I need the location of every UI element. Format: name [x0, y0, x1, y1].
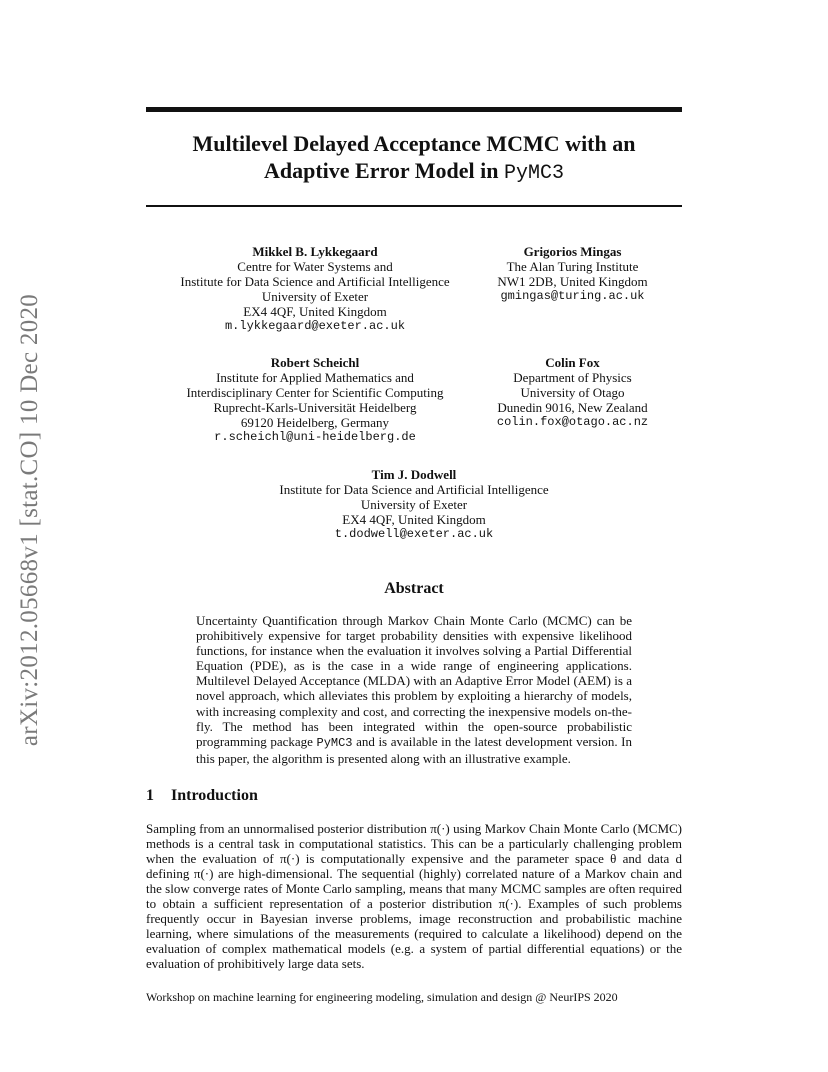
author-name: Colin Fox: [545, 355, 600, 370]
paper-title: [146, 130, 682, 187]
author-affiliation: Institute for Applied Mathematics and: [216, 370, 414, 385]
author-affiliation: Interdisciplinary Center for Scientific Computing: [186, 385, 444, 400]
author-affiliation: The Alan Turing Institute: [506, 259, 639, 274]
title-rule-bottom: [146, 205, 682, 207]
arxiv-identifier: arXiv:2012.05668v1 [stat.CO] 10 Dec 2020: [16, 293, 43, 747]
author-email: colin.fox@otago.ac.nz: [496, 415, 649, 429]
author-name: Tim J. Dodwell: [371, 467, 457, 482]
title-line-2-text: Adaptive Error Model in: [264, 158, 504, 183]
author-name: Mikkel B. Lykkegaard: [252, 244, 378, 259]
author-email: t.dodwell@exeter.ac.uk: [334, 527, 494, 541]
author-block-2: [480, 244, 665, 304]
author-affiliation: Centre for Water Systems and: [237, 259, 393, 274]
section-number: 1: [146, 787, 154, 804]
footer-note: Workshop on machine learning for engineering modeling, simulation and design @ NeurIPS 2020: [146, 990, 618, 1004]
title-code: PyMC3: [503, 162, 564, 185]
author-email: gmingas@turing.ac.uk: [500, 289, 645, 303]
section-heading: [146, 787, 258, 805]
title-rule-top: [146, 107, 682, 112]
author-email: m.lykkegaard@exeter.ac.uk: [224, 319, 406, 333]
title-line-2: [146, 157, 682, 187]
author-affiliation: Dunedin 9016, New Zealand: [497, 400, 648, 415]
author-affiliation: Institute for Data Science and Artificial Intelligence: [279, 482, 549, 497]
section-title: Introduction: [171, 787, 258, 804]
author-affiliation: 69120 Heidelberg, Germany: [240, 415, 390, 430]
author-name: Grigorios Mingas: [523, 244, 622, 259]
author-affiliation: Department of Physics: [513, 370, 632, 385]
author-block-1: [160, 244, 470, 334]
arxiv-sidebar: [10, 285, 50, 755]
author-email: r.scheichl@uni-heidelberg.de: [214, 430, 416, 444]
abstract-body: [196, 613, 632, 766]
abstract-code: PyMC3: [316, 735, 353, 750]
author-block-5: [214, 467, 614, 542]
author-name: Robert Scheichl: [270, 355, 360, 370]
title-line-1: Multilevel Delayed Acceptance MCMC with an: [192, 131, 636, 156]
abstract-text: Uncertainty Quantification through Markov Chain Monte Carlo (MCMC) can be prohibitively expensive for target probability densities with expensive likelihood functions, for instance when the evaluation it involves solving a Partial Differential Equation (PDE), as is the case in a wide range of engineering applications. Multilevel Delayed Acceptance (MLDA) with an Adaptive Error Model (AEM) is a novel approach, which alleviates this problem by exploiting a hierarchy of models, with increasing complexity and cost, and correcting the inexpensive models on-the-fly. The method has been integrated within the open-source probabilistic programming package: [196, 613, 632, 749]
author-affiliation: NW1 2DB, United Kingdom: [497, 274, 648, 289]
author-affiliation: EX4 4QF, United Kingdom: [342, 512, 486, 527]
author-block-3: [160, 355, 470, 445]
author-affiliation: University of Exeter: [360, 497, 468, 512]
author-affiliation: Ruprecht-Karls-Universität Heidelberg: [213, 400, 417, 415]
author-affiliation: Institute for Data Science and Artificial Intelligence: [180, 274, 450, 289]
author-affiliation: University of Otago: [520, 385, 625, 400]
author-affiliation: University of Exeter: [261, 289, 369, 304]
abstract-heading: Abstract: [384, 580, 444, 597]
introduction-body: Sampling from an unnormalised posterior distribution π(·) using Markov Chain Monte Carlo (MCMC) methods is a central task in computational statistics. This can be a particularly challenging problem when the evaluation of π(·) is computationally expensive and the parameter space θ and data d defining π(·) are high-dimensional. The sequential (highly) correlated nature of a Markov chain and the slow converge rates of Monte Carlo sampling, means that many MCMC samples are often required to obtain a sufficient representation of a posterior distribution π(·). Examples of such problems frequently occur in Bayesian inverse problems, image reconstruction and probabilistic machine learning, where simulations of the measurements (required to calculate a likelihood) depend on the evaluation of complex mathematical models (e.g. a system of partial differential equations) or the evaluation of prohibitively large data sets.: [146, 821, 682, 971]
abstract-text-end: and is available in the latest development version. In this paper, the algorithm is presented along with an illustrative example.: [196, 733, 632, 766]
author-affiliation: EX4 4QF, United Kingdom: [243, 304, 387, 319]
author-block-4: [480, 355, 665, 430]
